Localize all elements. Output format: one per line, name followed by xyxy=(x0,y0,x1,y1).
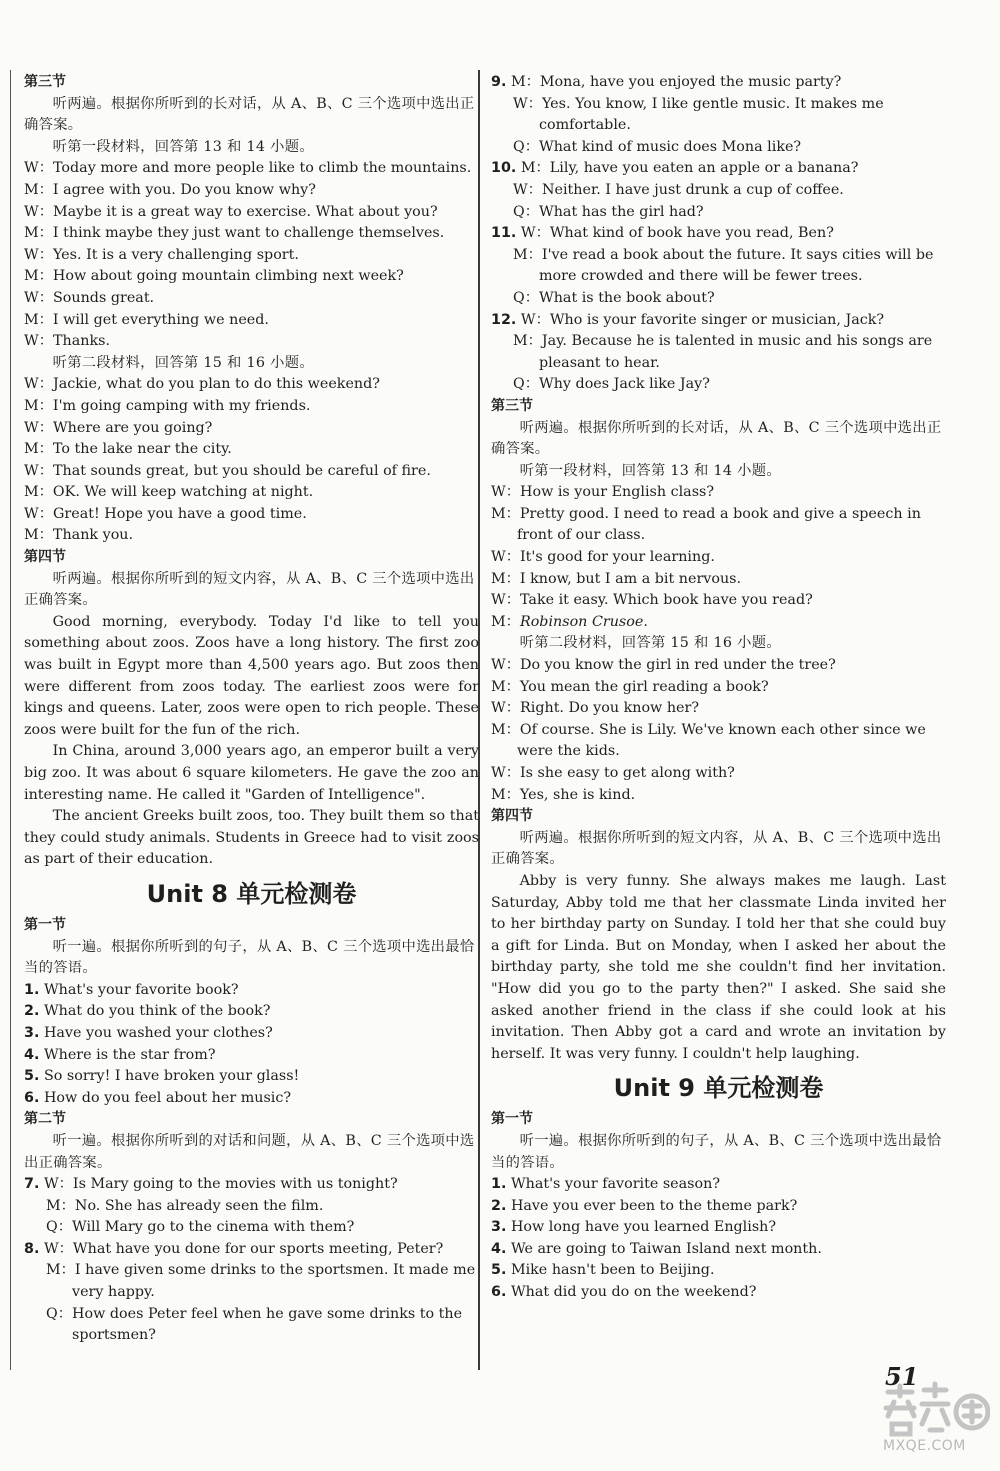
section-instruction: 听一遍。根据你所听到的对话和问题，从 A、B、C 三个选项中选出正确答案。 xyxy=(24,1132,475,1171)
dialog-line: Q：What has the girl had? xyxy=(513,203,704,220)
question-list xyxy=(491,1174,946,1304)
dialog-line: M：I have given some drinks to the sportsmen. It made me very happy. xyxy=(46,1262,476,1301)
question-item: 6. How do you feel about her music? xyxy=(24,1089,292,1106)
section-title: 第一节 xyxy=(24,916,66,933)
material-note: 听第一段材料，回答第 13 和 14 小题。 xyxy=(519,462,781,479)
passage-paragraph: The ancient Greeks built zoos, too. They built them so that they could study animals. Students in Greece had to visit zoos as part of their education. xyxy=(24,808,479,868)
dialog-line: W：Right. Do you know her? xyxy=(491,700,700,717)
section-instruction: 听一遍。根据你所听到的句子，从 A、B、C 三个选项中选出最恰当的答语。 xyxy=(24,938,475,977)
dialog-line: W：Is she easy to get along with? xyxy=(491,765,735,781)
dialog-line: W：Thanks. xyxy=(24,333,111,350)
section-title: 第四节 xyxy=(491,808,533,825)
dialog-line: M：To the lake near the city. xyxy=(24,441,232,458)
dialog-1 xyxy=(491,482,946,633)
dialog-line: 9. M：Mona, have you enjoyed the music party? xyxy=(491,74,842,90)
dialog-line: M：I agree with you. Do you know why? xyxy=(24,181,316,198)
dialog-line: 7. W：Is Mary going to the movies with us tonight? xyxy=(24,1176,398,1193)
dialog-line: Q：What kind of music does Mona like? xyxy=(513,138,802,155)
dialog-line: M：I think maybe they just want to challenge themselves. xyxy=(24,225,445,242)
dialog-line: 11. W：What kind of book have you read, Ben? xyxy=(491,225,834,242)
dialog-line: M：I'm going camping with my friends. xyxy=(24,397,311,414)
question-item: 6. What did you do on the weekend? xyxy=(491,1284,757,1301)
page-number: 51 xyxy=(885,1362,919,1391)
dialog-line: M：Yes, she is kind. xyxy=(491,786,636,803)
dialog-2 xyxy=(491,655,946,806)
question-item: 3. Have you washed your clothes? xyxy=(24,1024,273,1041)
question-item: 5. Mike hasn't been to Beijing. xyxy=(491,1262,715,1279)
section-instruction: 听两遍。根据你所听到的长对话，从 A、B、C 三个选项中选出正确答案。 xyxy=(24,95,475,134)
dialog-line: M：You mean the girl reading a book? xyxy=(491,678,769,695)
dialog-line: 10. M：Lily, have you eaten an apple or a banana? xyxy=(491,160,859,177)
section-title: 第三节 xyxy=(491,397,533,414)
question-item: 2. Have you ever been to the theme park? xyxy=(491,1197,798,1214)
dialog-line: W：Jackie, what do you plan to do this weekend? xyxy=(24,376,380,393)
dialog-line: 8. W：What have you done for our sports meeting, Peter? xyxy=(24,1240,444,1257)
dialog-line: M：Pretty good. I need to read a book and give a speech in front of our class. xyxy=(491,505,921,544)
material-note: 听第一段材料，回答第 13 和 14 小题。 xyxy=(52,138,314,155)
dialog-line: W：How is your English class? xyxy=(491,484,715,501)
section-title: 第三节 xyxy=(24,74,66,90)
section-instruction: 听一遍。根据你所听到的句子，从 A、B、C 三个选项中选出最恰当的答语。 xyxy=(491,1132,942,1171)
dialog-line: M：Thank you. xyxy=(24,527,134,544)
question-11 xyxy=(491,223,946,309)
dialog-line: W：Yes. You know, I like gentle music. It makes me comfortable. xyxy=(513,95,884,134)
dialog-line: M：Robinson Crusoe. xyxy=(491,613,648,630)
question-10 xyxy=(491,158,946,223)
passage-paragraph: In China, around 3,000 years ago, an emperor built a very big zoo. It was about 6 square kilometers. He gave the zoo an interesting name. He called it "Garden of Intelligence". xyxy=(24,743,479,803)
question-item: 4. We are going to Taiwan Island next month. xyxy=(491,1240,822,1257)
dialog-1 xyxy=(24,158,479,352)
dialog-line: M：Jay. Because he is talented in music and his songs are pleasant to hear. xyxy=(513,333,933,371)
question-item: 4. Where is the star from? xyxy=(24,1046,216,1063)
dialog-line: M：I know, but I am a bit nervous. xyxy=(491,570,742,587)
material-note: 听第二段材料，回答第 15 和 16 小题。 xyxy=(52,354,314,371)
question-12 xyxy=(491,310,946,396)
section-instruction: 听两遍。根据你所听到的短文内容，从 A、B、C 三个选项中选出正确答案。 xyxy=(24,570,475,609)
passage-paragraph: Abby is very funny. She always makes me laugh. Last Saturday, Abby told me that her classmate Linda invited her to her birthday party on Sunday. I told her that she could buy a gift for Linda. But on Monday, when I asked her about the birthday party, she told me she couldn't find her invitation. "How did you go to the party then?" I asked. She said she asked another friend in the class if she could look at his invitation. Then Abby got a card and wrote an invitation by herself. It was very funny. I couldn't help laughing. xyxy=(491,872,946,1062)
dialog-line: 12. W：Who is your favorite singer or musician, Jack? xyxy=(491,311,885,328)
question-item: 2. What do you think of the book? xyxy=(24,1003,271,1020)
question-item: 1. What's your favorite book? xyxy=(24,981,239,998)
dialog-line: M：I will get everything we need. xyxy=(24,311,269,328)
question-item: 5. So sorry! I have broken your glass! xyxy=(24,1068,300,1085)
section-title: 第二节 xyxy=(24,1111,66,1128)
material-note: 听第二段材料，回答第 15 和 16 小题。 xyxy=(519,635,781,652)
unit-title: Unit 9 单元检测卷 xyxy=(613,1074,824,1103)
dialog-line: M：OK. We will keep watching at night. xyxy=(24,484,314,501)
question-item: 1. What's your favorite season? xyxy=(491,1176,720,1193)
dialog-line: W：Do you know the girl in red under the tree? xyxy=(491,657,836,674)
section-instruction: 听两遍。根据你所听到的长对话，从 A、B、C 三个选项中选出正确答案。 xyxy=(491,419,942,458)
question-item: 3. How long have you learned English? xyxy=(491,1219,777,1236)
dialog-line: M：I've read a book about the future. It says cities will be more crowded and there will be fewer trees. xyxy=(513,246,934,285)
dialog-line: W：Yes. It is a very challenging sport. xyxy=(24,246,299,263)
watermark-url: MXQE.COM xyxy=(883,1438,966,1454)
unit-title: Unit 8 单元检测卷 xyxy=(146,879,357,908)
book-title: Robinson Crusoe xyxy=(519,613,644,630)
dialog-line: W：Maybe it is a great way to exercise. What about you? xyxy=(24,203,438,220)
dialog-line: W：Where are you going? xyxy=(24,419,213,436)
dialog-line: W：That sounds great, but you should be careful of fire. xyxy=(24,462,431,479)
dialog-line: Q：How does Peter feel when he gave some drinks to the sportsmen? xyxy=(46,1305,463,1344)
section-title: 第一节 xyxy=(491,1111,533,1128)
dialog-2 xyxy=(24,374,479,547)
dialog-line: M：Of course. She is Lily. We've known each other since we were the kids. xyxy=(491,721,926,760)
question-9 xyxy=(491,72,946,158)
dialog-line: W：It's good for your learning. xyxy=(491,549,715,566)
watermark-logo-text: 答案圈 xyxy=(910,1423,960,1440)
section-instruction: 听两遍。根据你所听到的短文内容，从 A、B、C 三个选项中选出正确答案。 xyxy=(491,829,942,868)
section-title: 第四节 xyxy=(24,549,66,566)
watermark-logo-icon xyxy=(880,1380,990,1440)
dialog-line: Q：Why does Jack like Jay? xyxy=(513,376,710,393)
dialog-line: W：Take it easy. Which book have you read? xyxy=(491,592,813,609)
margin-rule xyxy=(10,70,11,1370)
dialog-line: W：Today more and more people like to climb the mountains. xyxy=(24,160,472,177)
dialog-line: M：No. She has already seen the film. xyxy=(46,1197,324,1214)
dialog-line: W：Great! Hope you have a good time. xyxy=(24,505,307,522)
dialog-line: W：Neither. I have just drunk a cup of coffee. xyxy=(513,181,844,198)
dialog-line: Q：Will Mary go to the cinema with them? xyxy=(46,1219,355,1236)
dialog-line: W：Sounds great. xyxy=(24,289,155,306)
dialog-line: Q：What is the book about? xyxy=(513,289,715,306)
dialog-line: M：How about going mountain climbing next week? xyxy=(24,268,404,285)
passage-paragraph: Good morning, everybody. Today I'd like to tell you something about zoos. Zoos have a long history. The first zoo was built in Egypt more than 4,500 years ago. But zoos then were different from zoos today. The earliest zoos were for kings and queens. Later, zoos were open to rich people. These zoos were built for the fun of the rich. xyxy=(24,613,479,738)
question-8 xyxy=(24,1239,479,1347)
watermark-logo xyxy=(880,1380,990,1460)
left-column xyxy=(24,72,479,1347)
question-7 xyxy=(24,1174,479,1239)
right-column xyxy=(491,72,946,1304)
question-list xyxy=(24,980,479,1110)
